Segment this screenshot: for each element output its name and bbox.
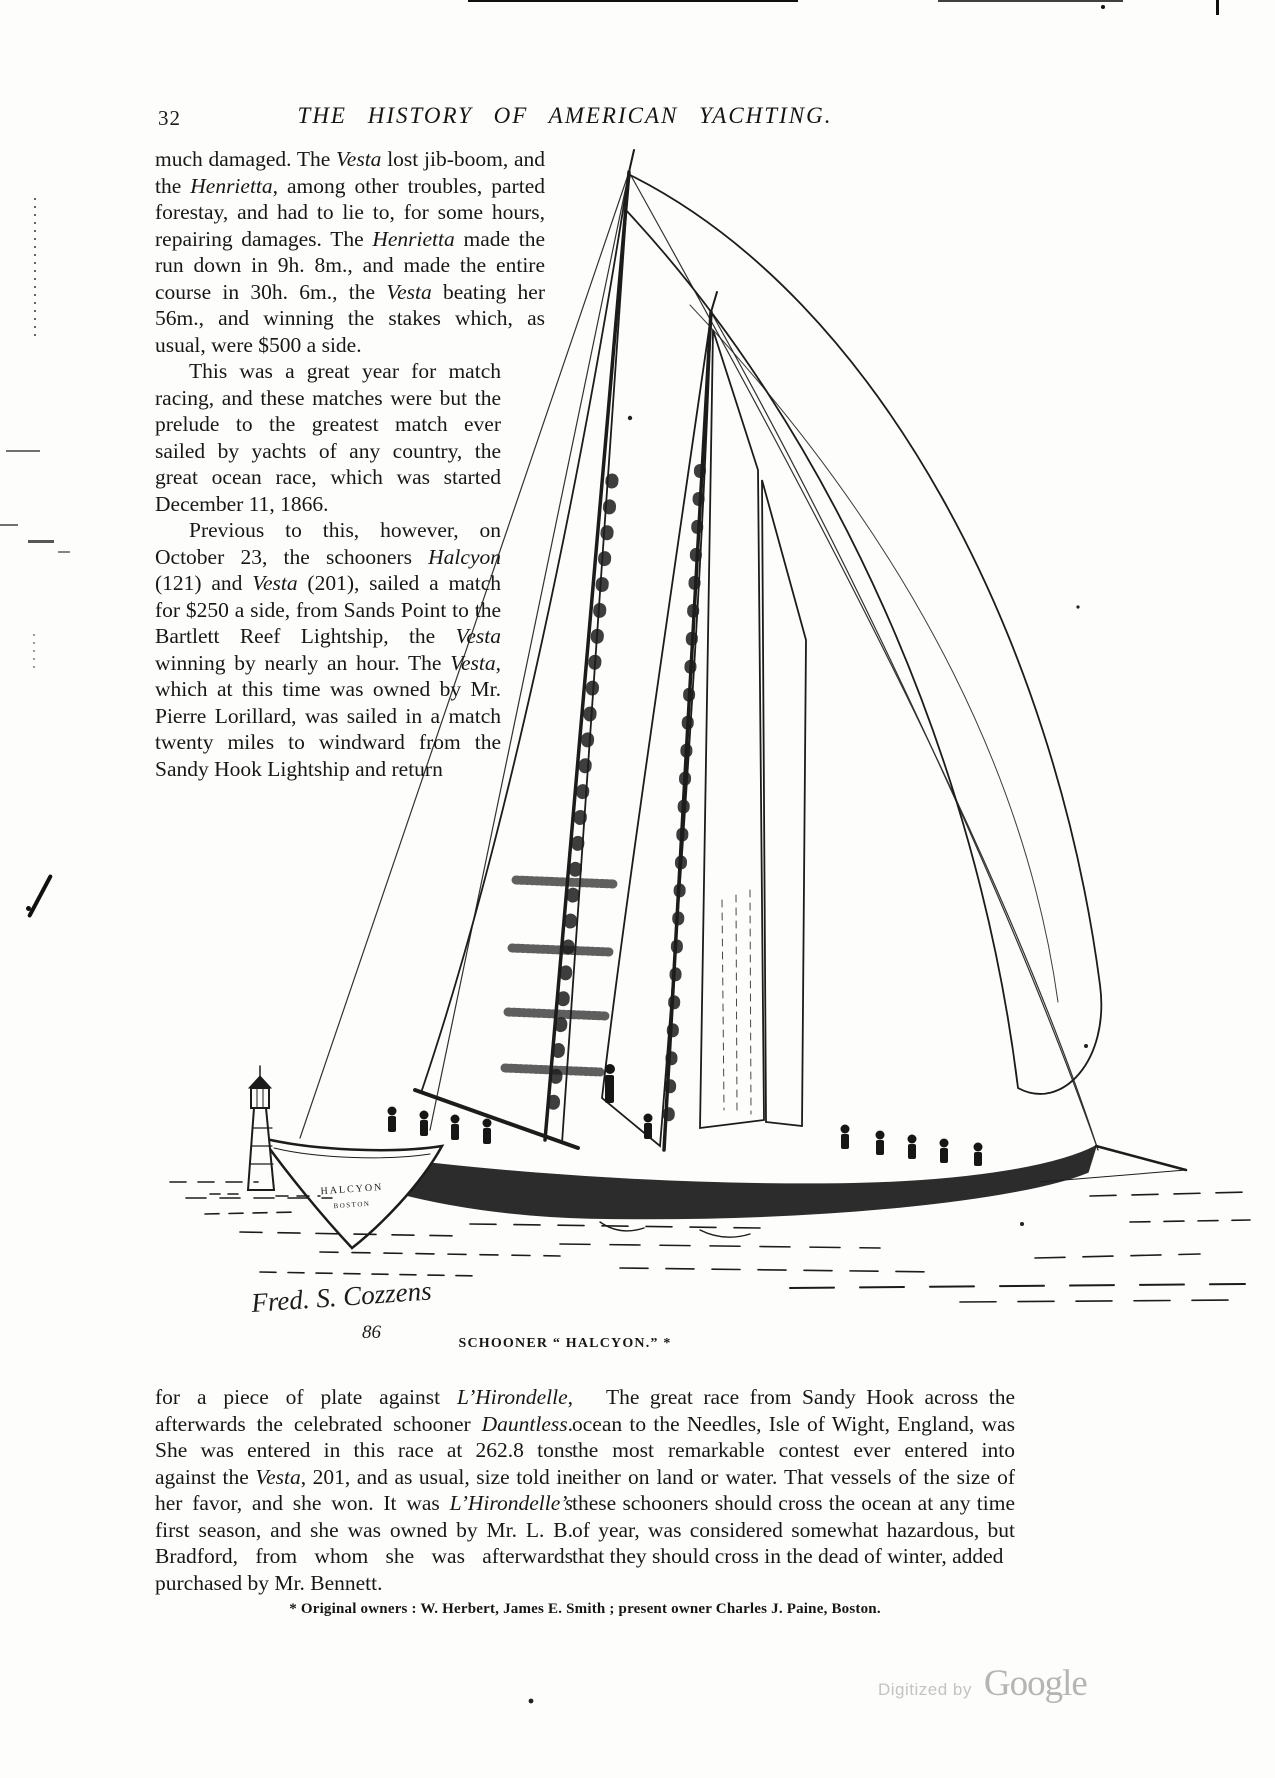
paragraph-damage-report: much damaged. The Vesta lost jib-boom, and the Henrietta, among other troubles, parted forestay, and had to lie to, for some hours, repairing damages. The Henrietta made the run down in 9h. 8m., and made the entire course in 30h. 6m., the Vesta beating her 56m., and winning the stakes which, as usual, were $500 a side. xyxy=(155,147,546,357)
top-left-column xyxy=(155,146,545,782)
signature-text: Fred. S. Cozzens xyxy=(250,1275,433,1318)
paragraph-great-year: This was a great year for match racing, and these matches were but the prelude to the greatest match ever sailed by yachts of any country, the great ocean race, which was started December 11, 1866. xyxy=(155,359,501,516)
footnote-original-owners: * Original owners : W. Herbert, James E. Smith ; present owner Charles J. Paine, Boston. xyxy=(289,1601,881,1617)
paragraph-great-race: The great race from Sandy Hook across the ocean to the Needles, Isle of Wight, England, was the most remarkable contest ever entered into either on land or water. That vessels of the size of these schooners should cross the ocean at any time of year, was considered somewhat hazardous, but that they should cross in the dead of winter, added xyxy=(572,1385,1015,1568)
bottom-right-column xyxy=(572,1384,1015,1570)
paragraph-halcyon-vesta-match: Previous to this, however, on October 23, the schooners Halcyon (121) and Vesta (201), sailed a match for $250 a side, from Sands Point to the Bartlett Reef Lightship, the Vesta winning by nearly an hour. The Vesta, which at this time was owned by Mr. Pierre Lorillard, was sailed in a match twenty miles to windward from the Sandy Hook Lightship and return xyxy=(155,518,501,781)
signature-year: 86 xyxy=(362,1322,381,1343)
bottom-left-column xyxy=(155,1384,573,1596)
staysail xyxy=(700,330,764,1128)
boat-port: BOSTON xyxy=(333,1199,371,1211)
artist-signature xyxy=(249,1275,432,1343)
foresail xyxy=(602,316,711,1146)
digitized-by-label: Digitized by xyxy=(878,1680,972,1699)
running-head-title: THE HISTORY OF AMERICAN YACHTING. xyxy=(297,103,833,128)
jib-panel xyxy=(762,480,806,1126)
digitized-watermark xyxy=(878,1662,1087,1705)
bowsprit xyxy=(1096,1146,1186,1170)
page-number: 32 xyxy=(158,106,181,130)
google-logo: Google xyxy=(983,1663,1087,1704)
figure-caption: SCHOONER “ HALCYON.” * xyxy=(458,1336,672,1351)
boat-name: HALCYON xyxy=(320,1181,384,1198)
paragraph-hirondelle: for a piece of plate against L’Hirondelle, afterwards the celebrated schooner Dauntless. She was entered in this race at 262.8 tons against the Vesta, 201, and as usual, size told in her favor, and she won. It was L’Hirondelle’s first season, and she was owned by Mr. L. B. Bradford, from whom she was afterwards purchased by Mr. Bennett. xyxy=(155,1385,573,1595)
